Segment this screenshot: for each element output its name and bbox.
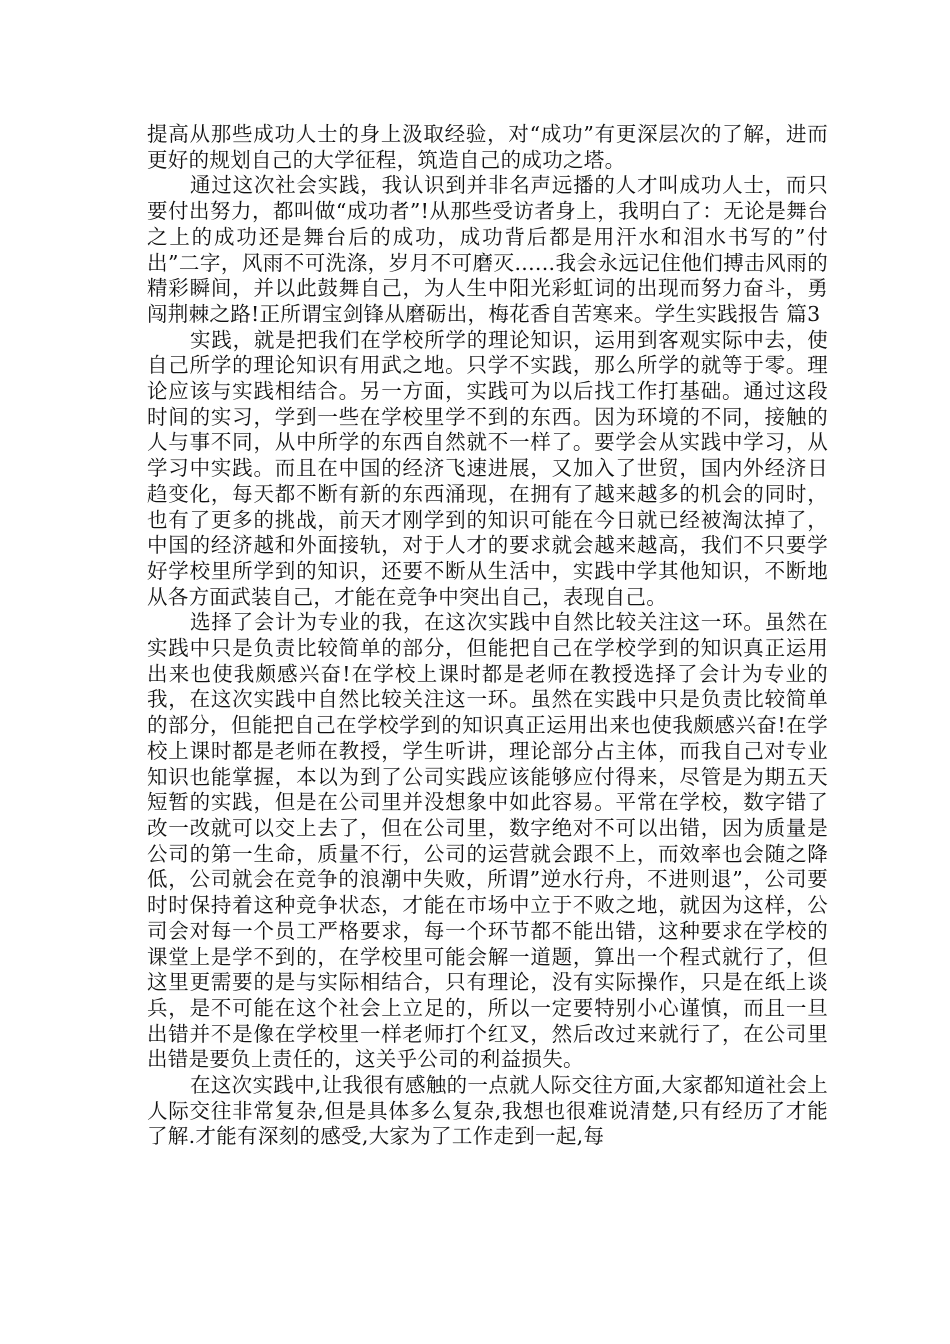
- paragraph: 提高从那些成功人士的身上汲取经验，对“成功”有更深层次的了解，进而更好的规划自己的大学征程，筑造自己的成功之塔。: [147, 122, 828, 172]
- paragraph: 通过这次社会实践，我认识到并非名声远播的人才叫成功人士，而只要付出努力，都叫做“成功者”!从那些受访者身上，我明白了：无论是舞台之上的成功还是舞台后的成功，成功背后都是用汗水和泪水书写的”付出”二字，风雨不可洗涤，岁月不可磨灭......我会永远记住他们搏击风雨的精彩瞬间，并以此鼓舞自己，为人生中阳光彩虹词的出现而努力奋斗，勇闯荆棘之路!正所谓宝剑锋从磨砺出，梅花香自苦寒来。学生实践报告 篇3: [147, 173, 828, 326]
- document-body: [147, 122, 828, 1150]
- paragraph: 在这次实践中,让我很有感触的一点就人际交往方面,大家都知道社会上人际交往非常复杂,但是具体多么复杂,我想也很难说清楚,只有经历了才能了解.才能有深刻的感受,大家为了工作走到一起,每: [147, 1073, 828, 1149]
- paragraph: 选择了会计为专业的我，在这次实践中自然比较关注这一环。虽然在实践中只是负责比较简单的部分，但能把自己在学校学到的知识真正运用出来也使我颇感兴奋!在学校上课时都是老师在教授选择了会计为专业的我，在这次实践中自然比较关注这一环。虽然在实践中只是负责比较简单的部分，但能把自己在学校学到的知识真正运用出来也使我颇感兴奋!在学校上课时都是老师在教授，学生听讲，理论部分占主体，而我自己对专业知识也能掌握，本以为到了公司实践应该能够应付得来，尽管是为期五天短暂的实践，但是在公司里并没想象中如此容易。平常在学校，数字错了改一改就可以交上去了，但在公司里，数字绝对不可以出错，因为质量是公司的第一生命，质量不行，公司的运营就会跟不上，而效率也会随之降低，公司就会在竞争的浪潮中失败，所谓”逆水行舟，不进则退”，公司要时时保持着这种竞争状态，才能在市场中立于不败之地，就因为这样，公司会对每一个员工严格要求，每一个环节都不能出错，这种要求在学校的课堂上是学不到的，在学校里可能会解一道题，算出一个程式就行了，但这里更需要的是与实际相结合，只有理论，没有实际操作，只是在纸上谈兵，是不可能在这个社会上立足的，所以一定要特别小心谨慎，而且一旦出错并不是像在学校里一样老师打个红叉，然后改过来就行了，在公司里出错是要负上责任的，这关乎公司的利益损失。: [147, 610, 828, 1072]
- paragraph: 实践，就是把我们在学校所学的理论知识，运用到客观实际中去，使自己所学的理论知识有用武之地。只学不实践，那么所学的就等于零。理论应该与实践相结合。另一方面，实践可为以后找工作打基础。通过这段时间的实习，学到一些在学校里学不到的东西。因为环境的不同，接触的人与事不同，从中所学的东西自然就不一样了。要学会从实践中学习，从学习中实践。而且在中国的经济飞速进展，又加入了世贸，国内外经济日趋变化，每天都不断有新的东西涌现，在拥有了越来越多的机会的同时，也有了更多的挑战，前天才刚学到的知识可能在今日就已经被淘汰掉了，中国的经济越和外面接轨，对于人才的要求就会越来越高，我们不只要学好学校里所学到的知识，还要不断从生活中，实践中学其他知识，不断地从各方面武装自己，才能在竞争中突出自己，表现自己。: [147, 327, 828, 609]
